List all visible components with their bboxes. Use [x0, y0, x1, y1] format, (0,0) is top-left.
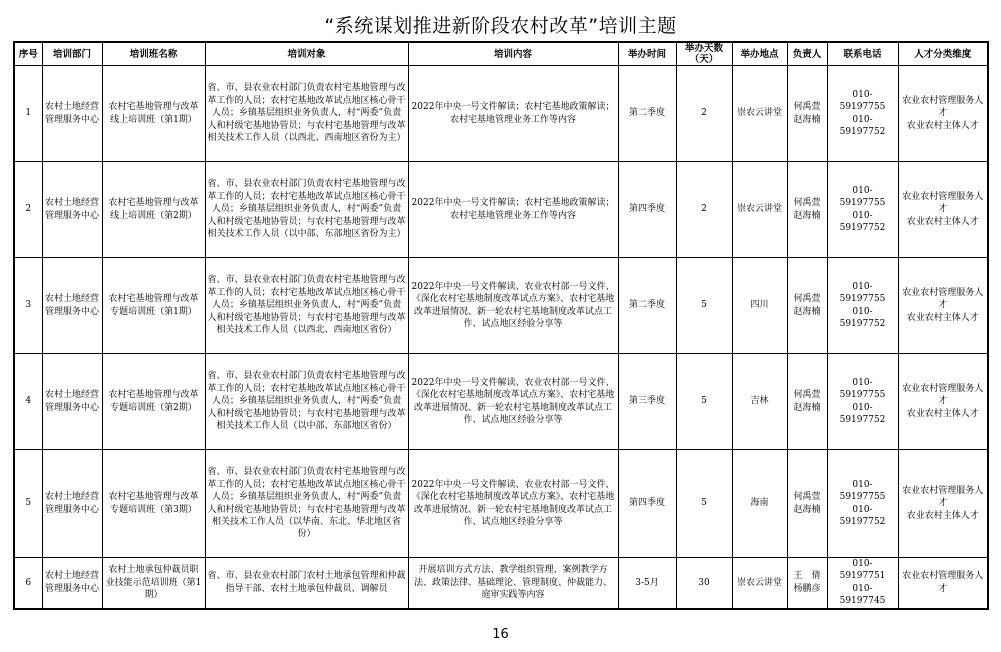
cell-category: 农业农村管理服务人才 农业农村主体人才	[898, 66, 988, 162]
cell-phone: 010-59197755 010-59197752	[827, 162, 898, 258]
cell-person: 王 倩 杨鹏彦	[787, 558, 827, 609]
col-header-days: 举办天数（天）	[676, 42, 732, 66]
cell-content: 2022年中央一号文件解读、农业农村部一号文件、《深化农村宅基地制度改革试点方案》、农村宅基地改革进展情况、新一轮农村宅基地制度改革试点工作、试点地区经验分享等	[408, 258, 618, 354]
table-header-row	[14, 42, 988, 66]
table-row	[14, 354, 988, 450]
cell-name: 农村土地承包仲裁员职业技能示范培训班（第1期）	[102, 558, 205, 609]
col-header-content: 培训内容	[408, 42, 618, 66]
cell-no: 6	[14, 558, 42, 609]
cell-dept: 农村土地经营管理服务中心	[42, 258, 102, 354]
table-row	[14, 162, 988, 258]
cell-category: 农业农村管理服务人才 农业农村主体人才	[898, 162, 988, 258]
cell-time: 第二季度	[618, 66, 676, 162]
cell-name: 农村宅基地管理与改革线上培训班（第2期）	[102, 162, 205, 258]
cell-content: 2022年中央一号文件解读、农业农村部一号文件、《深化农村宅基地制度改革试点方案》、农村宅基地改革进展情况、新一轮农村宅基地制度改革试点工作、试点地区经验分享等	[408, 354, 618, 450]
cell-place: 海南	[732, 450, 787, 558]
cell-time: 3-5月	[618, 558, 676, 609]
cell-target: 省、市、县农业农村部门负责农村宅基地管理与改革工作的人员；农村宅基地改革试点地区核心骨干人员；乡镇基层组织业务负责人，村“两委”负责人和村级宅基地协管员；与农村宅基地管理与改革相关技术工作人员（以华南、东北、华北地区省份）	[205, 450, 408, 558]
cell-no: 2	[14, 162, 42, 258]
cell-time: 第二季度	[618, 258, 676, 354]
cell-name: 农村宅基地管理与改革专题培训班（第2期）	[102, 354, 205, 450]
cell-content: 2022年中央一号文件解读、农业农村部一号文件、《深化农村宅基地制度改革试点方案》、农村宅基地改革进展情况、新一轮农村宅基地制度改革试点工作、试点地区经验分享等	[408, 450, 618, 558]
col-header-name: 培训班名称	[102, 42, 205, 66]
table-row	[14, 258, 988, 354]
page-number: 16	[492, 627, 509, 642]
cell-phone: 010-59197755 010-59197752	[827, 66, 898, 162]
col-header-target: 培训对象	[205, 42, 408, 66]
document-title: “系统谋划推进新阶段农村改革”培训主题	[324, 15, 677, 37]
cell-time: 第三季度	[618, 354, 676, 450]
cell-phone: 010-59197751 010-59197745	[827, 558, 898, 609]
cell-phone: 010-59197755 010-59197752	[827, 450, 898, 558]
table-row	[14, 66, 988, 162]
training-table	[13, 41, 989, 610]
table-row	[14, 450, 988, 558]
cell-place: 崇农云讲堂	[732, 66, 787, 162]
cell-days: 5	[676, 258, 732, 354]
cell-place: 吉林	[732, 354, 787, 450]
cell-days: 30	[676, 558, 732, 609]
cell-content: 2022年中央一号文件解读；农村宅基地政策解读；农村宅基地管理业务工作等内容	[408, 66, 618, 162]
cell-content: 2022年中央一号文件解读；农村宅基地政策解读；农村宅基地管理业务工作等内容	[408, 162, 618, 258]
cell-person: 何禹萱 赵海楠	[787, 354, 827, 450]
cell-name: 农村宅基地管理与改革专题培训班（第1期）	[102, 258, 205, 354]
cell-dept: 农村土地经营管理服务中心	[42, 354, 102, 450]
cell-target: 省、市、县农业农村部门负责农村宅基地管理与改革工作的人员；农村宅基地改革试点地区核心骨干人员；乡镇基层组织业务负责人，村“两委”负责人和村级宅基地协管员；与农村宅基地管理与改革相关技术工作人员（以中部、东部地区省份为主）	[205, 162, 408, 258]
cell-target: 省、市、县农业农村部门负责农村宅基地管理与改革工作的人员；农村宅基地改革试点地区核心骨干人员；乡镇基层组织业务负责人，村“两委”负责人和村级宅基地协管员；与农村宅基地管理与改革相关技术工作人员（以中部、东部地区省份）	[205, 354, 408, 450]
table-row	[14, 558, 988, 609]
col-header-time: 举办时间	[618, 42, 676, 66]
cell-place: 崇农云讲堂	[732, 162, 787, 258]
cell-days: 5	[676, 450, 732, 558]
col-header-place: 举办地点	[732, 42, 787, 66]
cell-category: 农业农村管理服务人才 农业农村主体人才	[898, 354, 988, 450]
cell-place: 崇农云讲堂	[732, 558, 787, 609]
cell-person: 何禹萱 赵海楠	[787, 162, 827, 258]
cell-person: 何禹萱 赵海楠	[787, 66, 827, 162]
col-header-category: 人才分类维度	[898, 42, 988, 66]
col-header-no: 序号	[14, 42, 42, 66]
cell-days: 5	[676, 354, 732, 450]
cell-dept: 农村土地经营管理服务中心	[42, 66, 102, 162]
cell-no: 1	[14, 66, 42, 162]
cell-target: 省、市、县农业农村部门农村土地承包管理和仲裁指导干部、农村土地承包仲裁员、调解员	[205, 558, 408, 609]
cell-no: 5	[14, 450, 42, 558]
cell-days: 2	[676, 66, 732, 162]
cell-person: 何禹萱 赵海楠	[787, 450, 827, 558]
cell-category: 农业农村管理服务人才	[898, 558, 988, 609]
cell-target: 省、市、县农业农村部门负责农村宅基地管理与改革工作的人员；农村宅基地改革试点地区核心骨干人员；乡镇基层组织业务负责人，村“两委”负责人和村级宅基地协管员；与农村宅基地管理与改革相关技术工作人员（以西北、西南地区省份）	[205, 258, 408, 354]
cell-no: 3	[14, 258, 42, 354]
cell-target: 省、市、县农业农村部门负责农村宅基地管理与改革工作的人员；农村宅基地改革试点地区核心骨干人员；乡镇基层组织业务负责人，村“两委”负责人和村级宅基地协管员；与农村宅基地管理与改革相关技术工作人员（以西北、西南地区省份为主）	[205, 66, 408, 162]
col-header-person: 负责人	[787, 42, 827, 66]
cell-dept: 农村土地经营管理服务中心	[42, 558, 102, 609]
cell-category: 农业农村管理服务人才 农业农村主体人才	[898, 258, 988, 354]
cell-content: 开展培训方式方法、教学组织管理、案例教学方法、政策法律、基础理论、管理制度、仲裁能力、庭审实践等内容	[408, 558, 618, 609]
cell-name: 农村宅基地管理与改革专题培训班（第3期）	[102, 450, 205, 558]
cell-phone: 010-59197755 010-59197752	[827, 258, 898, 354]
cell-phone: 010-59197755 010-59197752	[827, 354, 898, 450]
cell-days: 2	[676, 162, 732, 258]
cell-place: 四川	[732, 258, 787, 354]
col-header-dept: 培训部门	[42, 42, 102, 66]
cell-time: 第四季度	[618, 162, 676, 258]
cell-category: 农业农村管理服务人才 农业农村主体人才	[898, 450, 988, 558]
col-header-phone: 联系电话	[827, 42, 898, 66]
cell-person: 何禹萱 赵海楠	[787, 258, 827, 354]
cell-dept: 农村土地经营管理服务中心	[42, 450, 102, 558]
cell-dept: 农村土地经营管理服务中心	[42, 162, 102, 258]
cell-time: 第四季度	[618, 450, 676, 558]
cell-name: 农村宅基地管理与改革线上培训班（第1期）	[102, 66, 205, 162]
cell-no: 4	[14, 354, 42, 450]
